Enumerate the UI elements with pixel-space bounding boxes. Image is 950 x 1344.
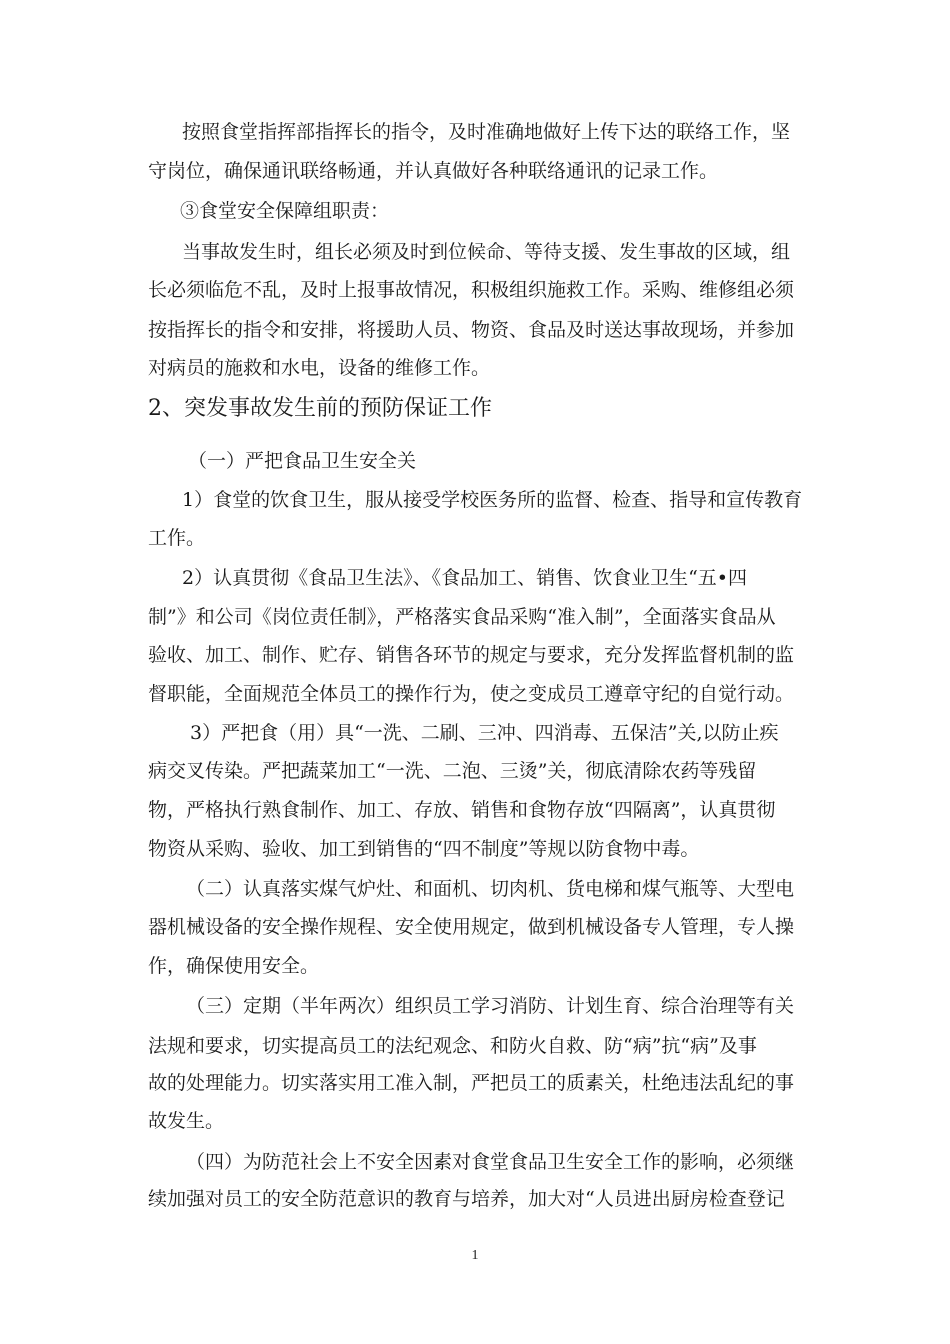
text-line: 器机械设备的安全操作规程、安全使用规定，做到机械设备专人管理，专人操 <box>148 916 795 938</box>
text-line: 验收、加工、制作、贮存、销售各环节的规定与要求，充分发挥监督机制的监 <box>148 644 795 666</box>
text-line: （二）认真落实煤气炉灶、和面机、切肉机、货电梯和煤气瓶等、大型电 <box>186 878 795 900</box>
text-line: 当事故发生时，组长必须及时到位候命、等待支援、发生事故的区域，组 <box>182 241 791 263</box>
text-line: 按指挥长的指令和安排，将援助人员、物资、食品及时送达事故现场，并参加 <box>148 319 795 341</box>
text-line: 续加强对员工的安全防范意识的教育与培养，加大对“人员进出厨房检查登记 <box>148 1188 785 1210</box>
text-line: 守岗位，确保通讯联络畅通，并认真做好各种联络通讯的记录工作。 <box>148 160 719 182</box>
text-line: 督职能，全面规范全体员工的操作行为，使之变成员工遵章守纪的自觉行动。 <box>148 683 795 705</box>
text-line: 病交叉传染。严把蔬菜加工“一洗、二泡、三烫”关，彻底清除农药等残留 <box>148 760 757 782</box>
text-line: 作，确保使用安全。 <box>148 955 320 977</box>
text-line: ③食堂安全保障组职责： <box>180 200 390 222</box>
text-line: 物资从采购、验收、加工到销售的“四不制度”等规以防食物中毒。 <box>148 838 700 860</box>
text-line: 法规和要求，切实提高员工的法纪观念、和防火自救、防“病”抗“病”及事 <box>148 1035 757 1057</box>
text-line: 2）认真贯彻《食品卫生法》、《食品加工、销售、饮食业卫生“五•四 <box>182 567 748 589</box>
section-heading: 2、突发事故发生前的预防保证工作 <box>148 396 492 421</box>
page-number: 1 <box>471 1248 479 1263</box>
text-line: 物，严格执行熟食制作、加工、存放、销售和食物存放“四隔离”，认真贯彻 <box>148 799 776 821</box>
text-line: 1）食堂的饮食卫生，服从接受学校医务所的监督、检查、指导和宣传教育 <box>182 489 803 511</box>
text-line: 3）严把食（用）具“一洗、二刷、三冲、四消毒、五保洁”关,以防止疾 <box>190 722 779 744</box>
text-line: 长必须临危不乱，及时上报事故情况，积极组织施救工作。采购、维修组必须 <box>148 279 795 301</box>
text-line: （三）定期（半年两次）组织员工学习消防、计划生育、综合治理等有关 <box>186 995 795 1017</box>
text-line: 按照食堂指挥部指挥长的指令，及时准确地做好上传下达的联络工作，坚 <box>182 121 791 143</box>
text-line: （四）为防范社会上不安全因素对食堂食品卫生安全工作的影响，必须继 <box>186 1151 795 1173</box>
text-line: 故发生。 <box>148 1110 225 1132</box>
subsection-heading: （一）严把食品卫生安全关 <box>188 450 417 472</box>
text-line: 故的处理能力。切实落实用工准入制，严把员工的质素关，杜绝违法乱纪的事 <box>148 1072 795 1094</box>
text-line: 工作。 <box>148 527 206 549</box>
text-line: 制”》和公司《岗位责任制》，严格落实食品采购“准入制”，全面落实食品从 <box>148 606 776 628</box>
text-line: 对病员的施救和水电，设备的维修工作。 <box>148 357 491 379</box>
